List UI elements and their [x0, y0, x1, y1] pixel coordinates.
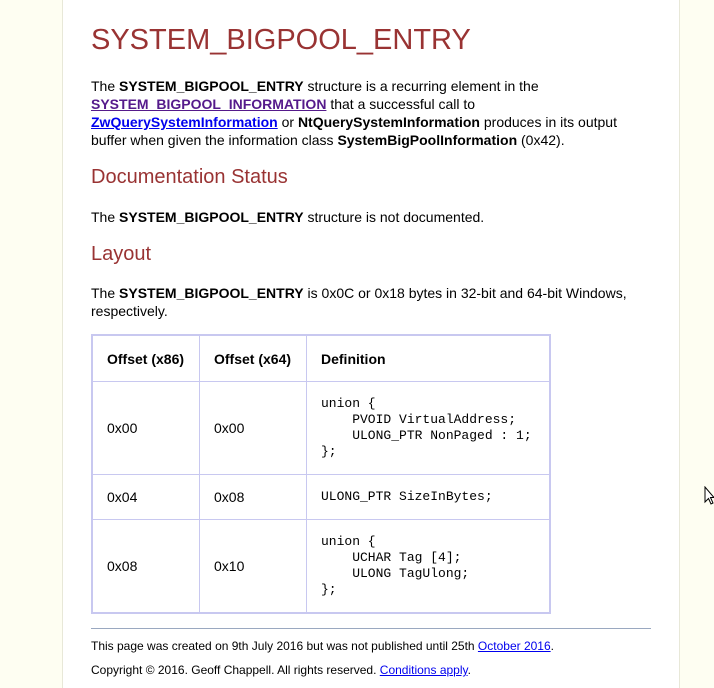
mouse-cursor-icon — [704, 486, 714, 506]
doc-status-paragraph: The SYSTEM_BIGPOOL_ENTRY structure is not documented. — [91, 209, 485, 225]
cell-offset-x64: 0x00 — [200, 382, 307, 475]
intro-paragraph: The SYSTEM_BIGPOOL_ENTRY structure is a recurring element in the SYSTEM_BIGPOOL_INFORMATION that a successful call to ZwQuerySystemInformation or NtQuerySystemInformation produces in its output buffer when given the information class SystemBigPoolInformation (0x42). — [91, 78, 617, 148]
code-definition: union { UCHAR Tag [4]; ULONG TagUlong; }; — [321, 533, 470, 597]
heading-layout: Layout — [91, 243, 152, 265]
code-definition: ULONG_PTR SizeInBytes; — [321, 489, 493, 504]
footer-created: This page was created on 9th July 2016 but was not published until 25th October 2016. — [91, 639, 554, 653]
cell-offset-x86: 0x04 — [92, 475, 200, 520]
link-zwquerysysteminformation[interactable]: ZwQuerySystemInformation — [91, 114, 278, 130]
cell-definition — [307, 520, 551, 613]
cell-offset-x86: 0x08 — [92, 520, 200, 613]
page-title: SYSTEM_BIGPOOL_ENTRY — [91, 24, 471, 56]
header-offset-x86: Offset (x86) — [92, 335, 200, 382]
page-content — [62, 0, 680, 688]
link-system-bigpool-information[interactable]: SYSTEM_BIGPOOL_INFORMATION — [91, 96, 327, 112]
heading-documentation-status: Documentation Status — [91, 166, 288, 188]
link-october-2016[interactable]: October 2016 — [477, 639, 551, 653]
cell-definition — [307, 382, 551, 475]
cell-offset-x64: 0x08 — [200, 475, 307, 520]
layout-paragraph: The SYSTEM_BIGPOOL_ENTRY is 0x0C or 0x18 bytes in 32-bit and 64-bit Windows, respectively. — [91, 285, 627, 319]
header-offset-x64: Offset (x64) — [200, 335, 307, 382]
table-row — [92, 520, 550, 613]
table-row — [92, 475, 550, 520]
header-definition: Definition — [307, 335, 551, 382]
table-header-row — [92, 335, 550, 382]
link-conditions-apply[interactable]: Conditions apply — [379, 663, 468, 677]
cell-offset-x64: 0x10 — [200, 520, 307, 613]
footer-copyright: Copyright © 2016. Geoff Chappell. All rights reserved. Conditions apply. — [91, 663, 471, 677]
code-definition: union { PVOID VirtualAddress; ULONG_PTR NonPaged : 1; }; — [321, 396, 532, 459]
cell-offset-x86: 0x00 — [92, 382, 200, 475]
layout-table — [91, 334, 551, 614]
cell-definition — [307, 475, 551, 520]
table-row — [92, 382, 550, 475]
footer-divider — [91, 628, 651, 629]
